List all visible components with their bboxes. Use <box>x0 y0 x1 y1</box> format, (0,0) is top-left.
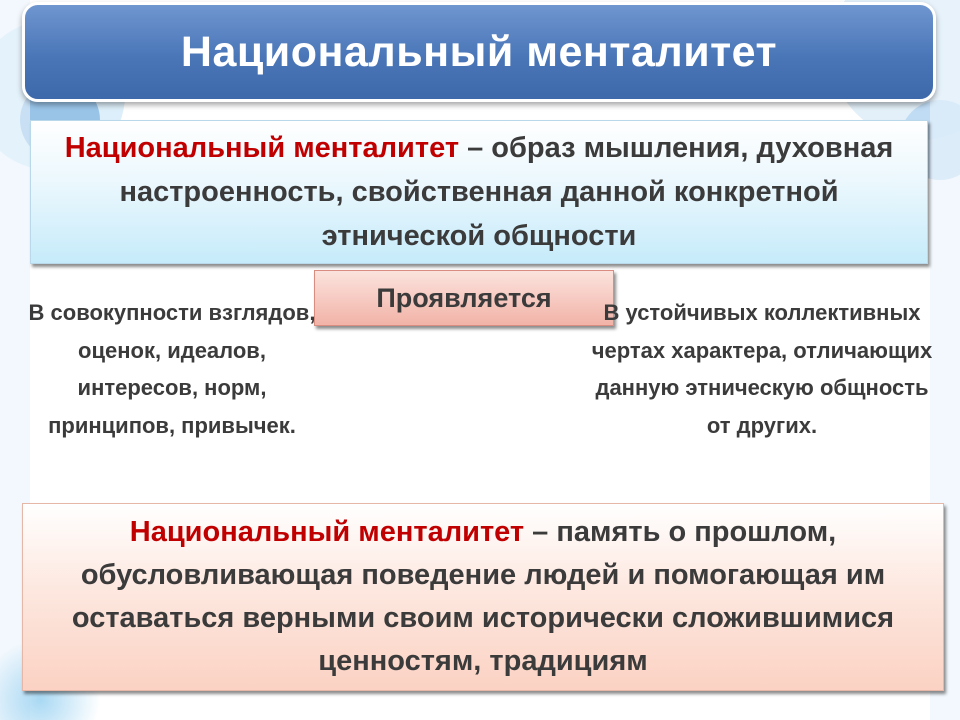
definition-1-text <box>61 126 897 258</box>
definition-box-2 <box>22 503 944 691</box>
definition-1-body: – образ мышления, духовная настроенность, свойственная данной конкретной этнической общности <box>119 132 894 252</box>
definition-1-term: Национальный менталитет <box>64 132 460 164</box>
definition-2-body: – память о прошлом, обусловливающая поведение людей и помогающая им оставаться верными своим исторически сложившимися ценностям, традициям <box>71 516 895 677</box>
definition-2-term: Национальный менталитет <box>129 516 525 548</box>
page-title: Национальный менталитет <box>180 27 778 76</box>
definition-box-1 <box>30 120 928 264</box>
right-manifestation-text: В устойчивых коллективных чертах характера, отличающих данную этническую общность от других. <box>591 300 933 438</box>
definition-2-text <box>53 511 913 683</box>
manifests-label-box <box>314 270 614 326</box>
title-banner <box>22 2 936 102</box>
left-manifestation-text: В совокупности взглядов, оценок, идеалов, интересов, норм, принципов, привычек. <box>28 300 316 438</box>
manifests-label: Проявляется <box>376 282 552 313</box>
